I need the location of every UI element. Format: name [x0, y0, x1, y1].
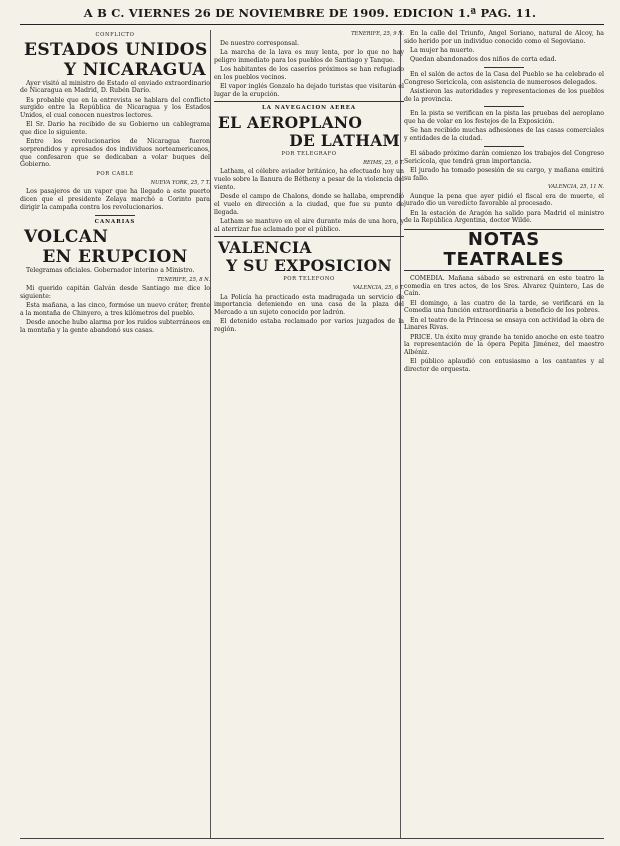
separator [95, 215, 135, 216]
separator [484, 67, 524, 68]
dateline: VALENCIA, 25, 6 T. [352, 284, 404, 291]
column-3 [404, 30, 604, 838]
headline-en-erupcion: EN ERUPCION [42, 248, 188, 267]
article-paragraph: En el salón de actos de la Casa del Pueblo se ha celebrado el Congreso Sericícola, con asistencia de numerosos delegados. [404, 71, 604, 86]
article-paragraph: PRICE. Un éxito muy grande ha tenido anoche en este teatro la representación de la ópera Pepita Jiménez, del maestro Albéniz. [404, 333, 604, 357]
section-label-por-cable: POR CABLE [96, 171, 134, 178]
section-label-por-telegrafo: POR TELEGRAFO [281, 151, 337, 158]
article-paragraph: Aunque la pena que ayer pidió el fiscal era de muerte, el jurado dio un veredicto favorable al procesado. [404, 192, 604, 208]
headline-exposicion: Y SU EXPOSICION [226, 258, 392, 275]
article-paragraph: El Sr. Darío ha recibido de su Gobierno un cablegrama que dice lo siguiente. [20, 121, 210, 136]
article-paragraph: De nuestro corresponsal. [220, 39, 299, 47]
dateline: TENERIFE, 25, 8 N. [157, 276, 210, 283]
section-label-canarias: CANARIAS [94, 218, 136, 225]
masthead-rule [20, 24, 604, 25]
article-paragraph: Los habitantes de los caseríos próximos se han refugiado en los pueblos vecinos. [214, 66, 404, 81]
article-paragraph: Telegramas oficiales. Gobernador interino a Ministro. [26, 267, 195, 275]
article-paragraph: Se han recibido muchas adhesiones de las casas comerciales y entidades de la ciudad. [404, 127, 604, 143]
column-2 [214, 30, 404, 838]
headline-nicaragua: Y NICARAGUA [64, 60, 206, 79]
article-paragraph: El vapor inglés Gonzalo ha dejado turistas que visitarán el lugar de la erupción. [214, 83, 404, 98]
article-paragraph: El domingo, a las cuatro de la tarde, se verificará en la Comedia una función extraordinaria a beneficio de los pobres. [404, 299, 604, 315]
article-paragraph: La marcha de la lava es muy lenta, por lo que no hay peligro inmediato para los pueblos de Santiago y Tanque. [214, 49, 404, 64]
dateline: REIMS, 25, 6 T. [363, 159, 404, 166]
separator [484, 106, 524, 107]
column-divider-1 [210, 30, 211, 838]
headline-notas-teatrales: NOTAS TEATRALES [404, 229, 604, 271]
article-paragraph: Mi querido capitán Galván desde Santiago me dice lo siguiente: [20, 285, 210, 300]
separator [214, 101, 404, 102]
article-paragraph: El público aplaudió con entusiasmo a los cantantes y al director de orquesta. [404, 358, 604, 374]
dateline: TENERIFE, 25, 9 N. [351, 31, 404, 37]
article-paragraph: En el teatro de la Princesa se ensaya con actividad la obra de Linares Rivas. [404, 316, 604, 332]
headline-valencia: VALENCIA [218, 240, 312, 257]
article-paragraph: Ayer visitó al ministro de Estado el enviado extraordinario de Nicaragua en Madrid, D. Rubén Darío. [20, 79, 210, 95]
section-label-por-telefono: POR TELEFONO [283, 276, 335, 283]
article-paragraph: El sábado próximo darán comienzo los trabajos del Congreso Sericícola, que tendrá gran importancia. [404, 149, 604, 165]
headline-latham: DE LATHAM [289, 133, 400, 150]
separator [484, 146, 524, 147]
article-paragraph: Desde el campo de Chalons, donde se hallaba, emprendió el vuelo en dirección a la ciudad, que fue su punto de llegada. [214, 193, 404, 216]
article-paragraph: Esta mañana, a las cinco, formóse un nuevo cráter, frente a la montaña de Chinyero, a tres kilómetros del pueblo. [20, 302, 210, 317]
article-paragraph: Entre los revolucionarios de Nicaragua fueron sorprendidos y apresados dos individuos norteamericanos, que confesaron que se dedicaban a volar buques del Gobierno. [20, 138, 210, 169]
article-paragraph: La mujer ha muerto. [410, 47, 475, 54]
article-paragraph: Es probable que en la entrevista se hablara del conflicto surgido entre la República de Nicaragua y los Estados Unidos, el cual conocen nuestros lectores. [20, 96, 210, 119]
article-paragraph: Desde anoche hubo alarma por los ruidos subterráneos en la montaña y la gente abandonó sus casas. [20, 319, 210, 334]
headline-volcan: VOLCAN [24, 228, 109, 247]
bottom-rule [20, 838, 604, 839]
article-paragraph: El jurado ha tomado posesión de su cargo, y mañana emitirá su fallo. [404, 166, 604, 182]
article-paragraph: COMEDIA. Mañana sábado se estrenará en este teatro la comedia en tres actos, de los Sres. Alvarez Quintero, Las de Caín. [404, 274, 604, 298]
headline-estados-unidos: ESTADOS UNIDOS [24, 40, 208, 59]
section-label-conflicto: CONFLICTO [95, 32, 135, 38]
article-paragraph: El detenido estaba reclamado por varios juzgados de la región. [214, 318, 404, 333]
column-1 [20, 30, 210, 838]
article-paragraph: La Policía ha practicado esta madrugada un servicio de importancia deteniendo en una casa de la plaza del Mercado a un sujeto conocido por ladrón. [214, 293, 404, 316]
article-paragraph: En la calle del Triunfo, Angel Soriano, natural de Alcoy, ha sido herido por un individuo conocido como el Segoviano. [404, 30, 604, 45]
dateline: NUEVA YORK, 25, 7 T. [150, 179, 210, 186]
headline-aeroplano: EL AEROPLANO [218, 115, 363, 132]
article-paragraph: Los pasajeros de un vapor que ha llegado a este puerto dicen que el presidente Zelaya marchó a Corinto para dirigir la campaña contra los revolucionarios. [20, 188, 210, 211]
article-paragraph: Asistieron las autoridades y representaciones de los pueblos de la provincia. [404, 88, 604, 103]
section-label-navegacion: LA NAVEGACION AEREA [261, 105, 357, 112]
separator [214, 236, 404, 237]
article-paragraph: Latham, el célebre aviador británico, ha efectuado hoy un vuelo sobre la llanura de Bétheny a pesar de la violencia del viento. [214, 168, 404, 191]
page-masthead: A B C. VIERNES 26 DE NOVIEMBRE DE 1909. EDICION 1.ª PAG. 11. [83, 6, 537, 20]
article-paragraph: En la estación de Aragón ha salido para Madrid el ministro de la República Argentina, doctor Wilde. [404, 209, 604, 225]
article-paragraph: Quedan abandonados dos niños de corta edad. [410, 56, 557, 64]
dateline: VALENCIA, 25, 11 N. [548, 183, 604, 190]
article-paragraph: Latham se mantuvo en el aire durante más de una hora, y al aterrizar fue aclamado por el público. [214, 217, 404, 233]
article-paragraph: En la pista se verifican en la pista las pruebas del aeroplano que ha de volar en los festejos de la Exposición. [404, 110, 604, 126]
